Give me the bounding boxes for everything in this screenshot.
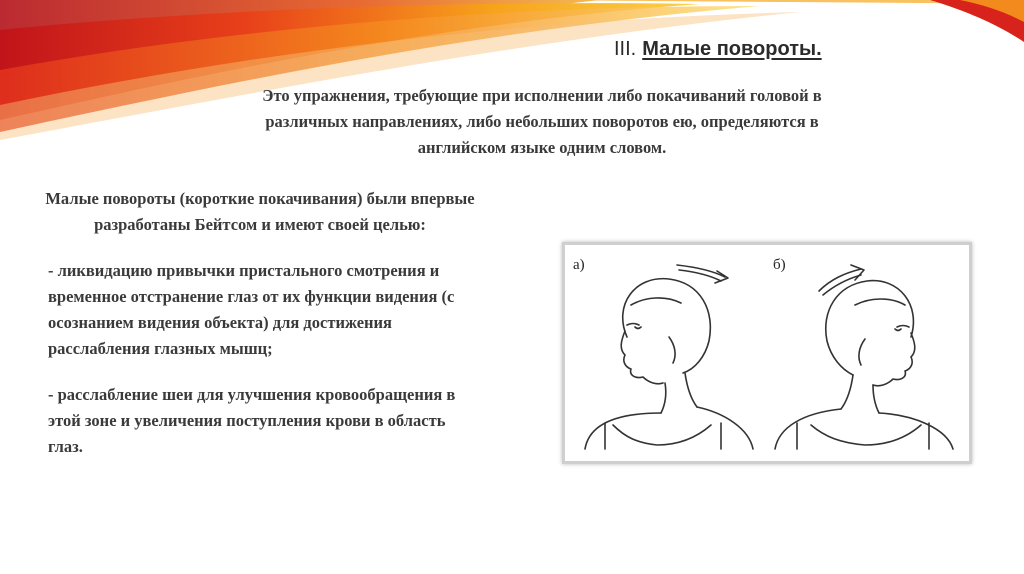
title-text: Малые повороты. [642, 38, 822, 60]
arrow-right-icon [677, 265, 728, 283]
arrow-left-up-icon [819, 265, 864, 295]
head-turn-illustration [562, 242, 972, 464]
slide-title [614, 38, 822, 61]
figure-label-b: б) [773, 257, 786, 273]
lead-paragraph: Малые повороты (короткие покачивания) были впервые разработаны Бейтсом и имеют своей целью: [45, 189, 475, 234]
head-figure-a [585, 279, 753, 449]
figure-label-a: а) [573, 257, 585, 273]
title-number: III. [614, 38, 637, 60]
head-figure-b [775, 281, 953, 449]
intro-paragraph: Это упражнения, требующие при исполнении либо покачиваний головой в различных направлениях, либо небольших поворотов ею, определяются в английском языке одним словом. [262, 86, 822, 157]
description-block [40, 186, 480, 460]
figure-drawing [565, 245, 969, 461]
bullet-item-1: - ликвидацию привычки пристального смотрения и временное отстранение глаз от их функции видения (с осознанием видения объекта) для достижения расслабления глазных мышц; [48, 261, 455, 358]
bullet-item-2: - расслабление шеи для улучшения кровообращения в этой зоне и увеличения поступления крови в область глаз. [48, 385, 456, 456]
